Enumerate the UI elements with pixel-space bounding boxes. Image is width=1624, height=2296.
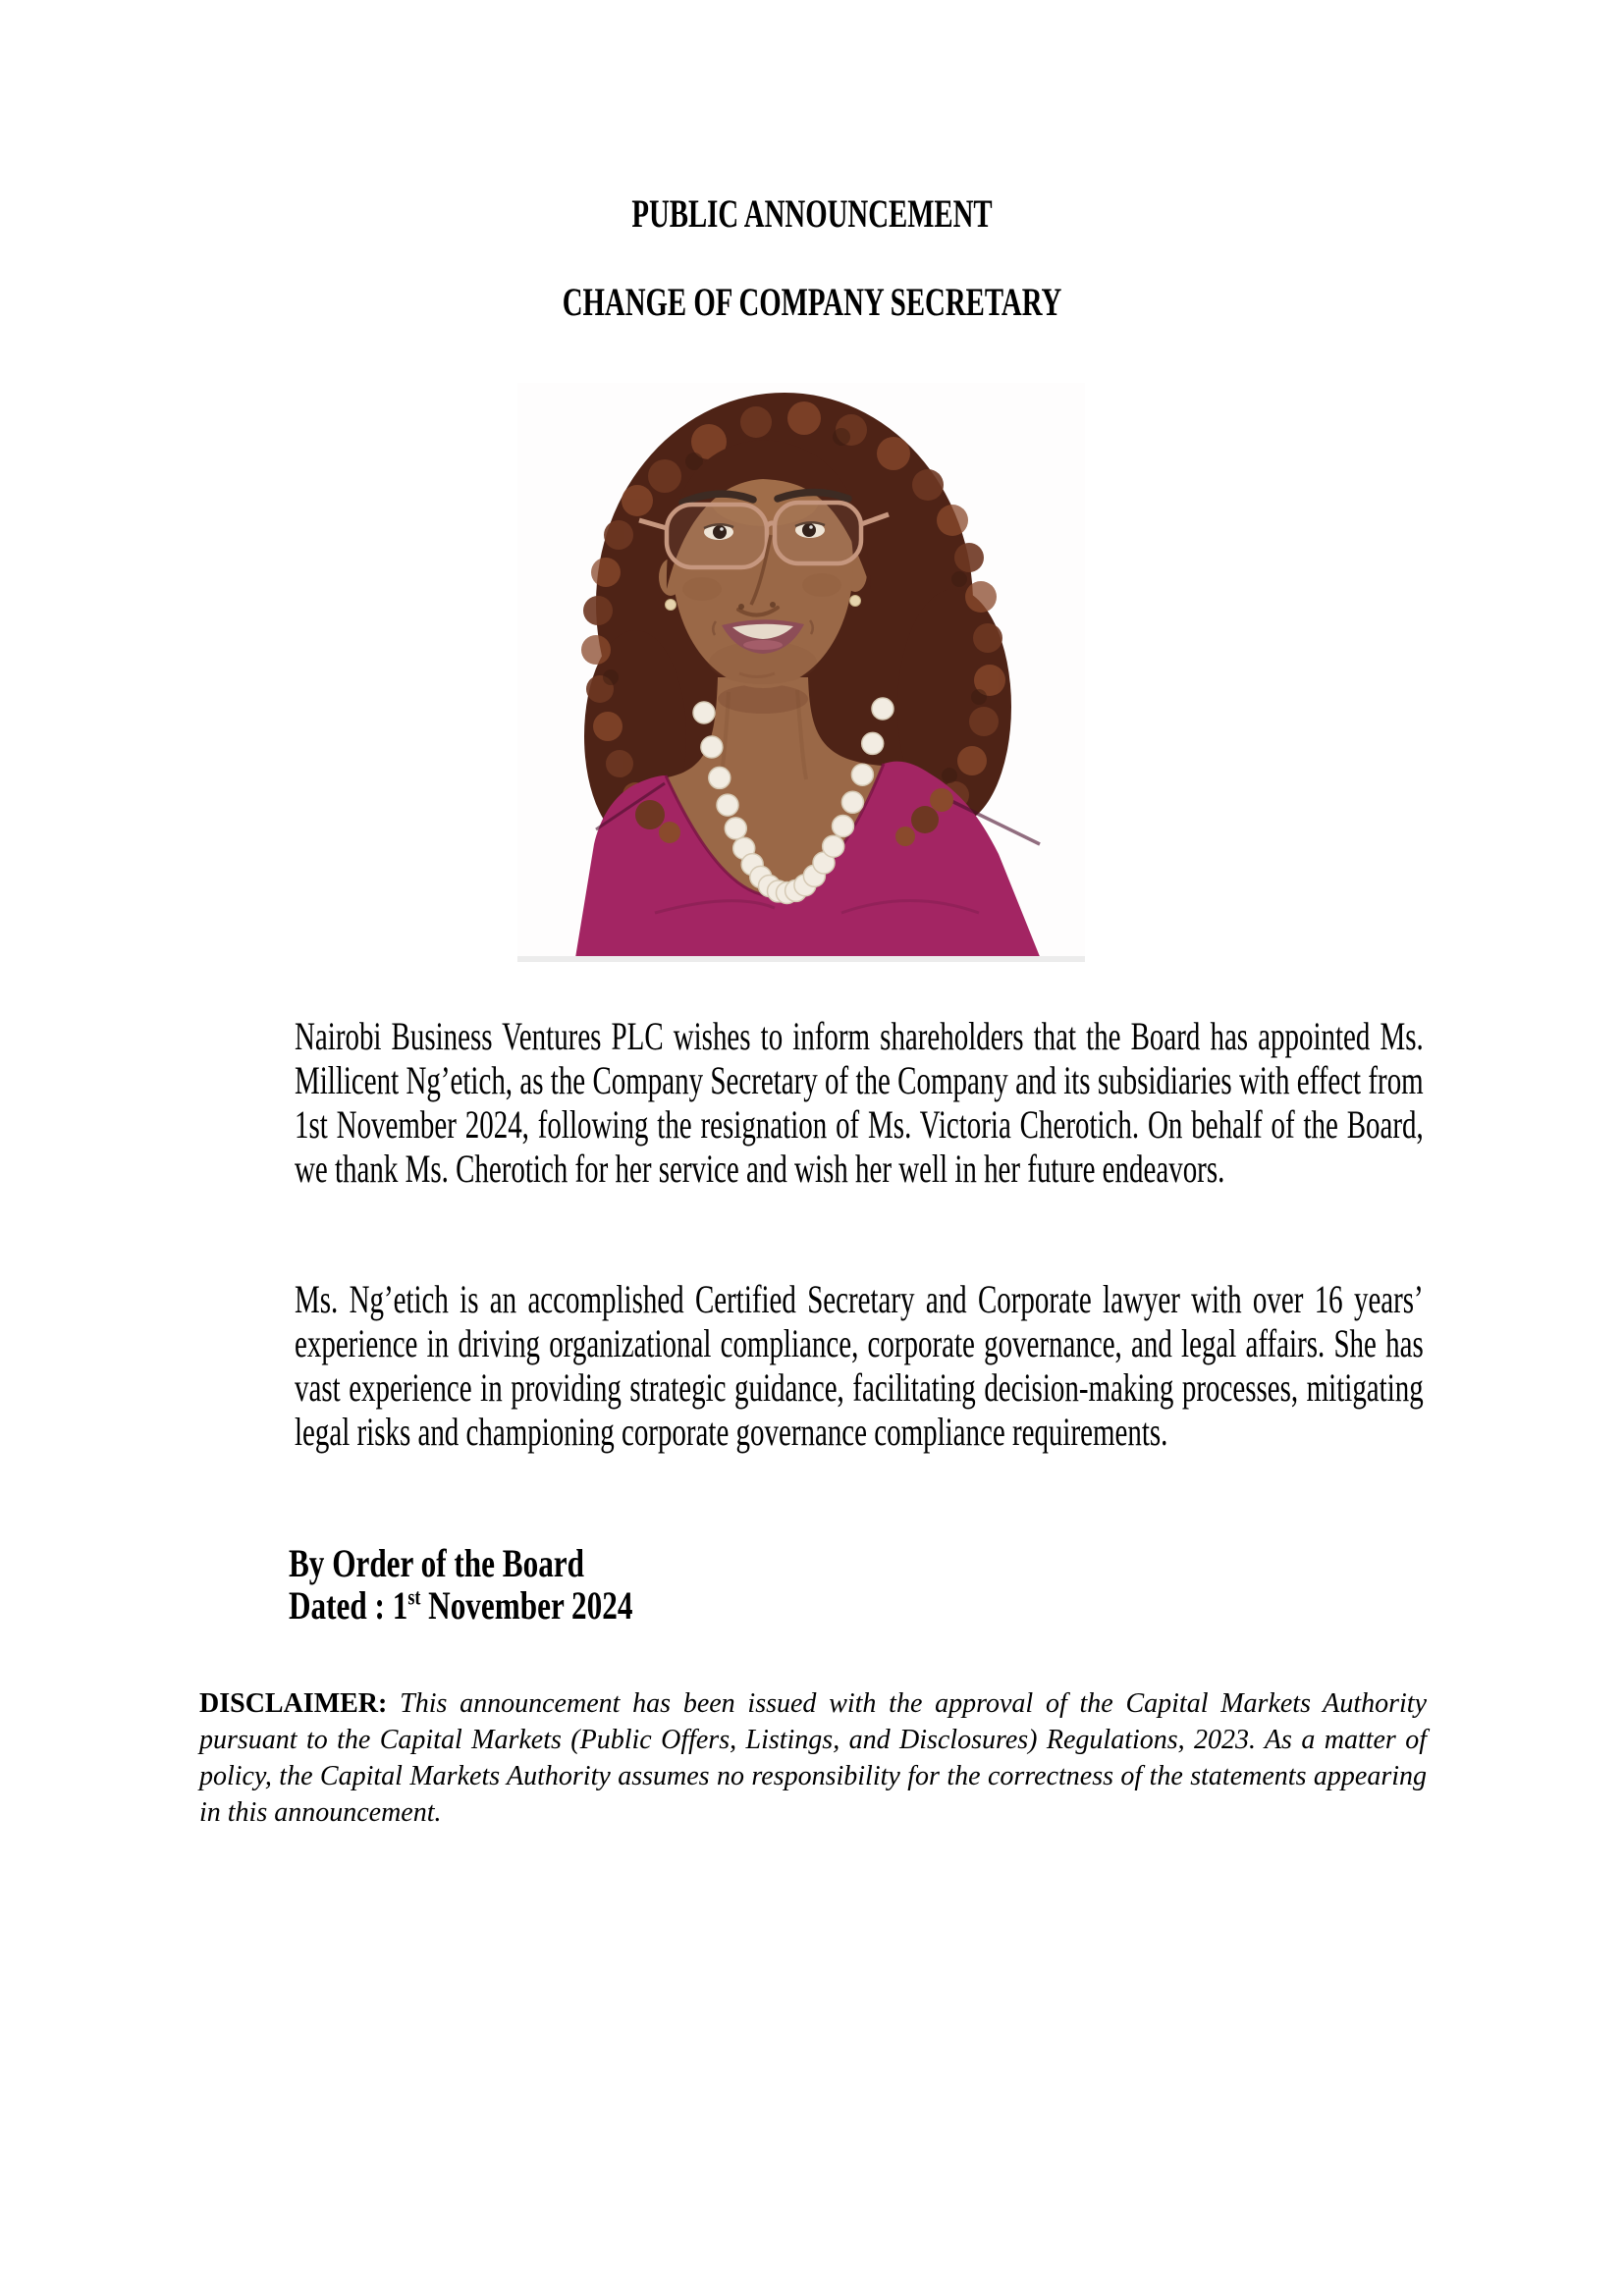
dated-line: Dated : 1st November 2024 [289, 1583, 633, 1628]
disclaimer-label: DISCLAIMER [199, 1688, 379, 1719]
portrait-photo [517, 383, 1085, 962]
disclaimer-separator: : [378, 1688, 401, 1719]
pearl-earring-right [850, 596, 861, 607]
page-title: PUBLIC ANNOUNCEMENT [631, 191, 993, 236]
announcement-paragraph-2: Ms. Ng’etich is an accomplished Certified Secretary and Corporate lawyer with over 16 years’ experience in driving organizational compliance, corporate governance, and legal affairs. She has vast experience in providing strategic guidance, facilitating decision-making processes, mitigating legal risks and championing corporate governance compliance requirements. [295, 1277, 1424, 1454]
photo-bottom-edge [517, 956, 1085, 962]
page-subtitle: CHANGE OF COMPANY SECRETARY [562, 280, 1062, 324]
ordinal-superscript: st [407, 1584, 421, 1611]
announcement-paragraph-1: Nairobi Business Ventures PLC wishes to inform shareholders that the Board has appointed Ms. Millicent Ng’etich, as the Company Secretary of the Company and its subsidiaries with effect from 1st November 2024, following the resignation of Ms. Victoria Cherotich. On behalf of the Board, we thank Ms. Cherotich for her service and wish her well in her future endeavors. [295, 1014, 1424, 1191]
portrait-illustration [517, 383, 1085, 962]
disclaimer-text: This announcement has been issued with the approval of the Capital Markets Authority pursuant to the Capital Markets (Public Offers, Listings, and Disclosures) Regulations, 2023. As a matter of policy, the Capital Markets Authority assumes no responsibility for the correctness of the statements appearing in this announcement. [199, 1688, 1427, 1828]
disclaimer [199, 1685, 1427, 1831]
by-order-line: By Order of the Board [289, 1541, 585, 1585]
pearl-earring-left [666, 600, 677, 611]
signoff-block [289, 1542, 632, 1627]
